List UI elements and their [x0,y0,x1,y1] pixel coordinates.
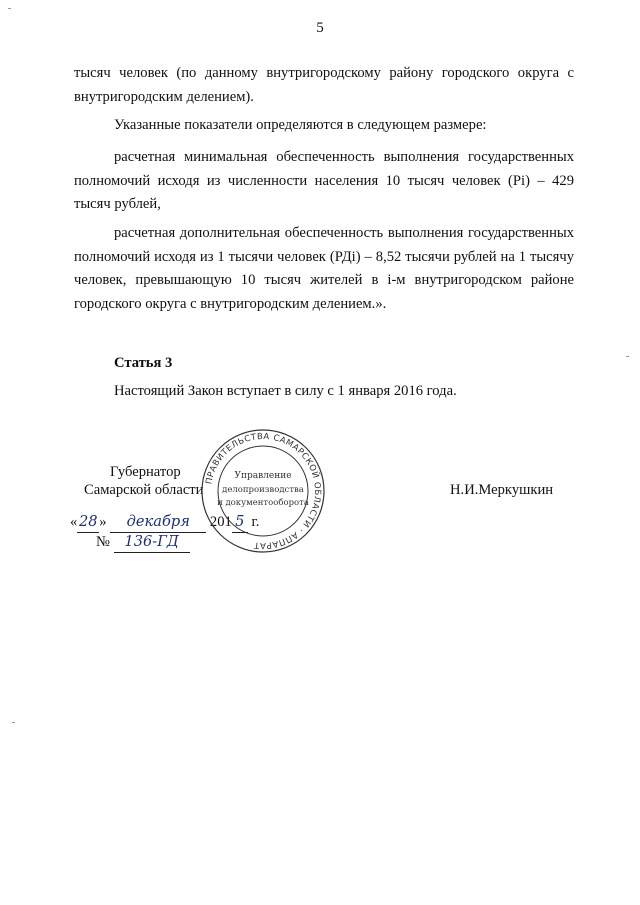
governor-name: Н.И.Меркушкин [450,482,554,498]
date-line: « 28 » декабря 201 5 г. [70,512,290,533]
scan-mark [626,356,629,357]
body-text [74,62,574,109]
law-number: 136-ГД [114,532,190,553]
governor-title-line2: Самарской области [84,482,204,498]
governor-title-line1: Губернатор [110,464,181,480]
date-month: декабря [110,512,206,533]
scan-mark [12,722,15,723]
paragraph-indicators-intro: Указанные показатели определяются в следующем размере: [114,117,487,133]
paragraph-additional-provision: расчетная дополнительная обеспеченность выполнения государственных полномочий исходя из 1 тысячи человек (РДi) – 8,52 тысячи рублей на 1 тысячу человек, превышающую 10 тысяч жителей в i-м внутригородском районе городского округа с внутригородским делением.». [74,225,574,312]
paragraph-entry-into-force: Настоящий Закон вступает в силу с 1 января 2016 года. [114,383,457,399]
svg-text:ПРАВИТЕЛЬСТВА САМАРСКОЙ ОБЛАСТ: ПРАВИТЕЛЬСТВА САМАРСКОЙ ОБЛАСТИ · АППАРАТ [204,431,323,551]
date-year-suffix: 5 [232,512,248,533]
date-year-prefix: 201 [209,514,232,530]
official-stamp [200,428,326,554]
page-number: 5 [316,20,324,36]
scan-mark [8,8,11,9]
article-heading: Статья 3 [114,355,173,371]
svg-text:делопроизводства: делопроизводства [222,485,304,495]
law-number-line: № 136-ГД [96,532,190,553]
paragraph-minimal-provision: расчетная минимальная обеспеченность выполнения государственных полномочий исходя из численности населения 10 тысяч человек (Pi) – 429 тысяч рублей, [74,149,574,212]
date-day: 28 [77,512,99,533]
date-year-abbr: г. [251,514,260,530]
svg-text:Управление: Управление [234,471,292,481]
paragraph-continuation: тысяч человек (по данному внутригородскому району городского округа с внутригородским делением). [74,65,574,105]
svg-text:и документооборота: и документооборота [217,498,309,508]
